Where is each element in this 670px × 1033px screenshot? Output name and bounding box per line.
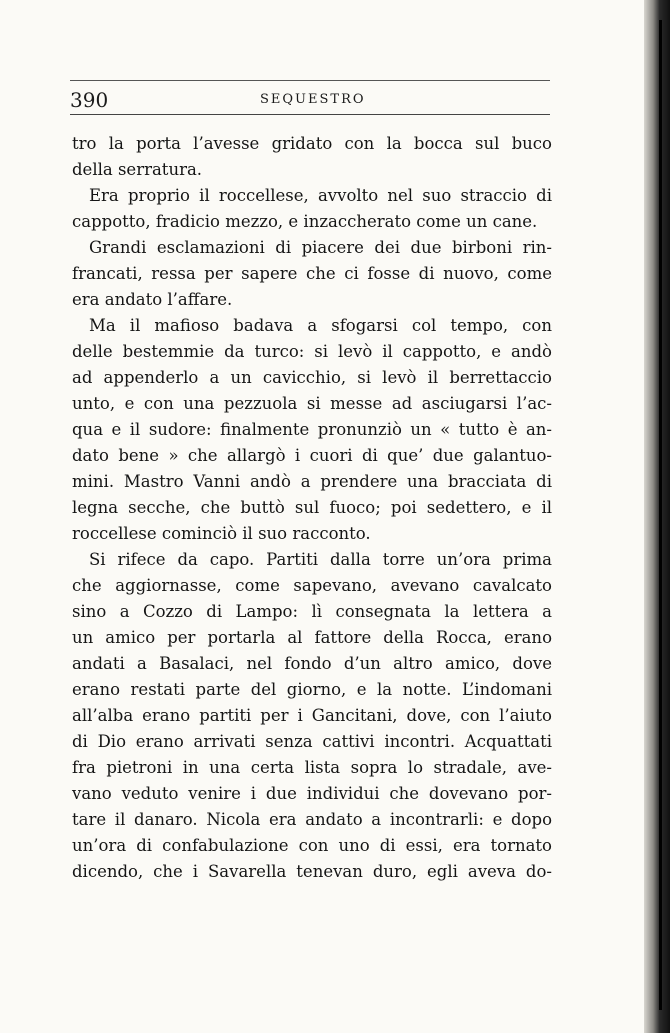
text-line: cappotto, fradicio mezzo, e inzaccherato come un cane. [72,212,538,231]
text-line: era andato l’affare. [72,290,233,309]
page-header [70,80,550,120]
text-line: legna secche, che buttò sul fuoco; poi sedettero, e il [72,498,552,517]
page-number: 390 [70,88,109,112]
text-line: erano restati parte del giorno, e la notte. L’indomani [72,680,552,699]
text-line: vano veduto venire i due individui che dovevano por- [72,784,552,803]
running-head: SEQUESTRO [260,92,366,107]
text-line: ad appenderlo a un cavicchio, si levò il berrettaccio [72,368,552,387]
text-line: che aggiornasse, come sapevano, avevano cavalcato [72,576,552,595]
text-line: Ma il mafioso badava a sfogarsi col tempo, con [89,316,552,335]
text-line: di Dio erano arrivati senza cattivi incontri. Acquattati [72,732,552,751]
text-line: francati, ressa per sapere che ci fosse di nuovo, come [72,264,552,283]
text-line: roccellese cominciò il suo racconto. [72,524,371,543]
text-line: tare il danaro. Nicola era andato a incontrarli: e dopo [72,810,552,829]
body-text [72,131,552,885]
text-line: dicendo, che i Savarella tenevan duro, egli aveva do- [72,862,552,881]
text-line: mini. Mastro Vanni andò a prendere una bracciata di [72,472,552,491]
text-line: sino a Cozzo di Lampo: lì consegnata la lettera a [72,602,552,621]
text-line: fra pietroni in una certa lista sopra lo stradale, ave- [72,758,552,777]
header-rule-top [70,80,550,81]
text-line: un’ora di confabulazione con uno di essi, era tornato [72,836,552,855]
text-line: qua e il sudore: finalmente pronunziò un « tutto è an- [72,420,552,439]
text-line: Si rifece da capo. Partiti dalla torre un’ora prima [89,550,552,569]
page-edge-shadow [659,20,662,1010]
text-line: unto, e con una pezzuola si messe ad asciugarsi l’ac- [72,394,552,413]
text-line: tro la porta l’avesse gridato con la bocca sul buco [72,134,552,153]
text-line: Era proprio il roccellese, avvolto nel suo straccio di [89,186,552,205]
page-binding-edge [644,0,670,1033]
text-line: all’alba erano partiti per i Gancitani, dove, con l’aiuto [72,706,552,725]
text-line: della serratura. [72,160,203,179]
text-line: andati a Basalaci, nel fondo d’un altro amico, dove [72,654,552,673]
text-line: delle bestemmie da turco: si levò il cappotto, e andò [72,342,552,361]
text-line: Grandi esclamazioni di piacere dei due birboni rin- [89,238,552,257]
text-line: un amico per portarla al fattore della Rocca, erano [72,628,552,647]
header-rule-bottom [70,114,550,115]
text-line: dato bene » che allargò i cuori di que’ due galantuo- [72,446,552,465]
